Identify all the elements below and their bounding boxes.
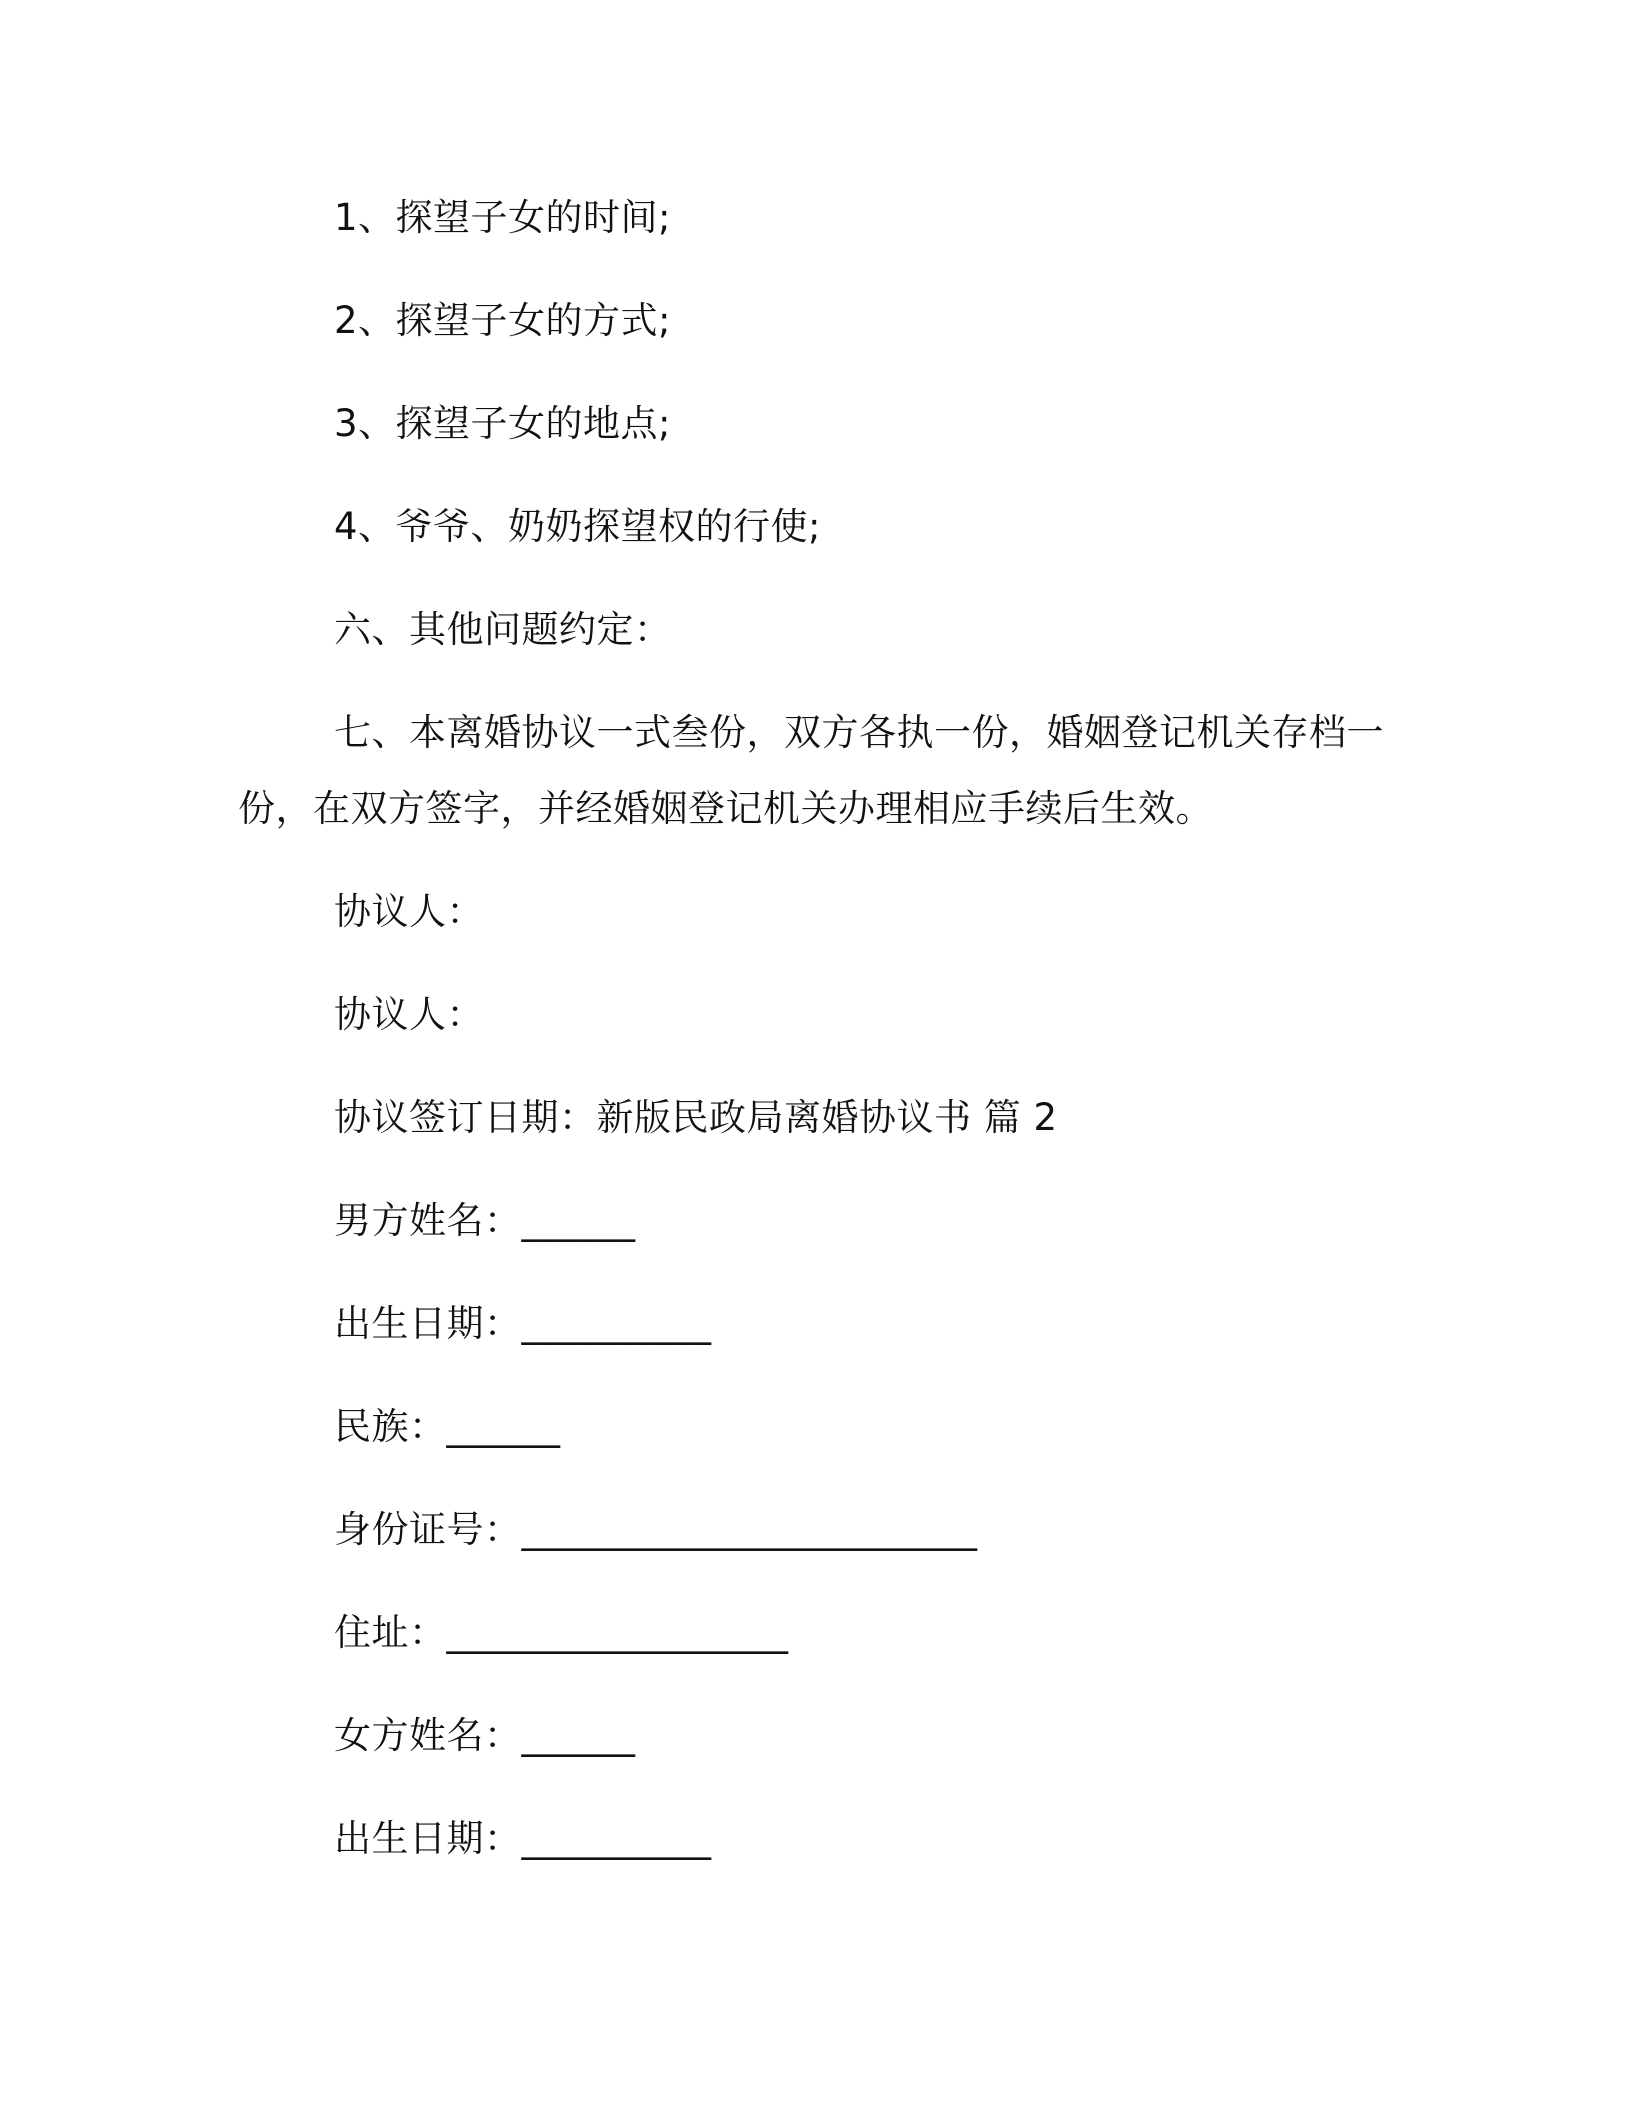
copies-clause-line-2: 份，在双方签字，并经婚姻登记机关办理相应手续后生效。 <box>238 787 1213 830</box>
male-ethnicity-field: 民族：______ <box>334 1405 561 1448</box>
party-signature-1: 协议人： <box>334 890 484 933</box>
male-name-field: 男方姓名：______ <box>334 1199 636 1242</box>
visitation-method-item: 2、探望子女的方式; <box>334 299 672 342</box>
male-id-number-field: 身份证号：________________________ <box>334 1508 978 1551</box>
other-matters-heading: 六、其他问题约定： <box>334 608 672 651</box>
party-signature-2: 协议人： <box>334 993 484 1036</box>
grandparents-visitation-item: 4、爷爷、奶奶探望权的行使; <box>334 505 822 548</box>
female-name-field: 女方姓名：______ <box>334 1714 636 1757</box>
male-birth-date-field: 出生日期：__________ <box>334 1302 712 1345</box>
copies-clause-line-1: 七、本离婚协议一式叁份，双方各执一份，婚姻登记机关存档一 <box>334 711 1384 754</box>
visitation-location-item: 3、探望子女的地点; <box>334 402 672 445</box>
female-birth-date-field: 出生日期：__________ <box>334 1817 712 1860</box>
signing-date-line: 协议签订日期：新版民政局离婚协议书 篇 2 <box>334 1096 1058 1139</box>
visitation-time-item: 1、探望子女的时间; <box>334 196 672 239</box>
male-address-field: 住址：__________________ <box>334 1611 789 1654</box>
